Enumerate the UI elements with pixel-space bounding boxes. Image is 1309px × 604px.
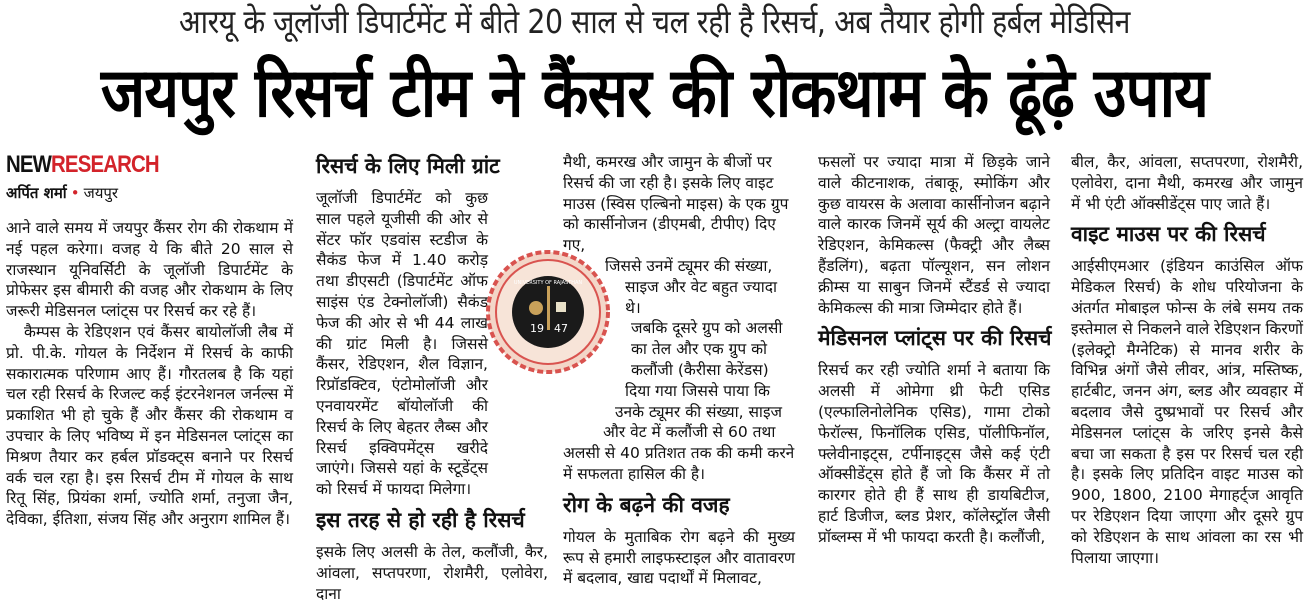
- body-paragraph: गोयल के मुताबिक रोग बढ़ने की मुख्य रूप से हमारी लाइफस्टाइल और वातावरण में बदलाव, खाद्य पदार्थों में मिलावट,: [563, 527, 795, 588]
- dateline-location: जयपुर: [83, 184, 119, 202]
- body-line: उनके ट्यूमर की संख्या, साइज: [615, 402, 783, 421]
- body-paragraph: रिसर्च कर रही ज्योति शर्मा ने बताया कि अलसी में ओमेगा थ्री फेटी एसिड (एल्फालिनोलेनिक एसिड), गामा टोको फेरॉल्स, फिनॉलिक एसिड, पॉलीफिनॉल, फ्लेवीनाइट्स, टर्पीनाइट्स जैसे कई एंटी ऑक्सीडेंट्स होते हैं जो कि कैंसर में तो कारगर होते ही हैं साथ ही डायबिटीज, हार्ट डिजीज, ब्लड प्रेशर, कॉलेस्ट्रॉल जैसी प्रॉब्लम्स में भी फायदा करती है। कलौंजी,: [818, 361, 1050, 546]
- body-line: माउस (स्विस एल्बिनो माइस) के एक ग्रुप: [563, 194, 789, 213]
- body-line: को कार्सीनोजन (डीएमबी, टीपीए) दिए गए,: [563, 215, 776, 255]
- body-paragraph: इसके लिए अलसी के तेल, कलौंजी, कैर, आंवला, सप्तपरणा, रोशमैरी, एलोवेरा, दाना: [316, 542, 548, 603]
- body-paragraph: जूलॉजी डिपार्टमेंट को कुछ साल पहले यूजीसी की ओर से सेंटर फॉर एडवांस स्टडीज के सैकंड फेज में 1.40 करोड़ तथा डीएसटी (डिपार्टमेंट ऑफ साइंस एंड टेक्नोलॉजी) सैकंड फेज की ओर से भी 44 लाख की ग्रांट मिली है। जिससे कैंसर, रेडिएशन, शैल विज्ञान, रिप्रॉडक्टिव, एंटोमोलॉजी और एनवायरमेंट बॉयोलॉजी की रिसर्च के लिए बेहतर लैब्स और रिसर्च इक्विपमेंट्स खरीदे जाएंगे। जिससे यहां के स्टूडेंट्स को रिसर्च में फायदा मिलेगा।: [316, 189, 488, 499]
- university-seal-icon: [478, 250, 618, 375]
- body-paragraph: आईसीएमआर (इंडियन काउंसिल ऑफ मेडिकल रिसर्च) के शोध परियोजना के अंतर्गत मोबाइल फोन्स के लंबे समय तक इस्तेमाल से निकलने वाले रेडिएशन किरणों (इलेक्ट्रो मैग्नेटिक) से मानव शरीर के विभिन्न अंगों जैसे लीवर, आंत्र, मस्तिष्क, हार्टबीट, जनन अंग, ब्लड और व्यवहार में बदलाव जैसे दुष्प्रभावों पर रिसर्च और मेडिसनल प्लांट्स के जरिए इनसे कैसे बचा जा सकता है इस पर रिसर्च चल रही है। इसके लिए प्रतिदिन वाइट माउस को 900, 1800, 2100 मेगाहर्ट्ज आवृति पर रेडिएशन दिया जाएगा और दूसरे ग्रुप को रेडिएशन के साथ आंवला का रस भी पिलाया जाएगा।: [1071, 257, 1303, 567]
- body-line: जिससे उनमें ट्यूमर की संख्या,: [605, 256, 773, 275]
- byline: [6, 182, 293, 204]
- body-line: अलसी से 40 प्रतिशत तक की कमी करने: [563, 444, 795, 463]
- svg-text:47: 47: [554, 322, 568, 335]
- section-tag-research: RESEARCH: [51, 151, 159, 178]
- body-line: में सफलता हासिल की है।: [563, 464, 706, 483]
- body-line: रिसर्च की जा रही है। इसके लिए वाइट: [563, 173, 774, 192]
- body-line: दिया गया जिससे पाया कि: [625, 381, 770, 400]
- body-line: मैथी, कमरख और जामुन के बीजों पर: [563, 153, 772, 171]
- subheading-disease-cause: रोग के बढ़ने की वजह: [563, 492, 730, 517]
- main-headline: जयपुर रिसर्च टीम ने कैंसर की रोकथाम के ढूंढ़े उपाय: [100, 54, 1209, 133]
- column-4: [818, 152, 1050, 548]
- kicker-headline: आरयू के जूलॉजी डिपार्टमेंट में बीते 20 साल से चल रही है रिसर्च, अब तैयार होगी हर्बल मेडिसिन: [179, 2, 1130, 41]
- body-paragraph: कैम्पस के रेडिएशन एवं कैंसर बायोलॉजी लैब में प्रो. पी.के. गोयल के निर्देशन में रिसर्च के काफी सकारात्मक परिणाम आए हैं। गौरतलब है कि यहां चल रही रिसर्च के रिजल्ट कई इंटरनेशनल जर्नल्स में प्रकाशित भी हो चुके हैं और कैंसर की रोकथाम व उपचार के लिए भविष्य में इन मेडिसनल प्लांट्स का मिश्रण तैयार कर हर्बल प्रॉडक्ट्स बनाने पर रिसर्च वर्क चल रहा है। इस रिसर्च टीम में गोयल के साथ रितू सिंह, प्रियंका शर्मा, ज्योति शर्मा, तनुजा जैन, देविका, ईतिशा, संजय सिंह और अनुराग शामिल हैं।: [6, 322, 293, 529]
- svg-text:19: 19: [530, 322, 544, 335]
- section-tag-new: NEW: [6, 151, 52, 178]
- subheading-grant: रिसर्च के लिए मिली ग्रांट: [316, 154, 500, 178]
- bullet-separator: •: [70, 184, 80, 202]
- body-paragraph: फसलों पर ज्यादा मात्रा में छिड़के जाने वाले कीटनाशक, तंबाकू, स्मोकिंग और कुछ वायरस के अलावा कार्सीनोजन बढ़ाने वाले कारक जिनमें सूर्य की अल्ट्रा वायलेट रेडिएशन, केमिकल्स (फैक्ट्री और लैब्स हैंडलिंग), बढ़ता पॉल्यूशन, सन लोशन क्रीम्स या साबुन जिनमें स्टैंडर्ड से ज्यादा केमिकल्स की मात्रा जिम्मेदार होते हैं।: [818, 153, 1050, 317]
- subheading-white-mouse: वाइट माउस पर की रिसर्च: [1071, 222, 1266, 247]
- section-tag: [6, 152, 250, 178]
- body-line: कलौंजी (कैरीसा केरेंडस): [631, 360, 769, 379]
- body-line: का तेल और एक ग्रुप को: [631, 340, 768, 359]
- author-name: अर्पित शर्मा: [6, 184, 67, 202]
- svg-text:UNIVERSITY OF RAJASTHAN: UNIVERSITY OF RAJASTHAN: [513, 280, 583, 286]
- subheading-medicinal-plants: मेडिसनल प्लांट्स पर की रिसर्च: [818, 326, 1052, 351]
- body-line: और वेट में कलौंजी से 60 तथा: [603, 423, 776, 442]
- body-paragraph: आने वाले समय में जयपुर कैंसर रोग की रोकथाम में नई पहल करेगा। वजह ये कि बीते 20 साल से राजस्थान यूनिवर्सिटी के जूलॉजी डिपार्टमेंट के प्रोफेसर इस बीमारी की वजह और रोकथाम के लिए जरूरी मेडिसनल प्लांट्स पर रिसर्च कर रहे हैं।: [6, 219, 293, 321]
- body-line: जबकि दूसरे ग्रुप को अलसी: [631, 319, 783, 338]
- body-line: साइज और वेट बहुत ज्यादा थे।: [625, 277, 777, 317]
- subheading-research-method: इस तरह से हो रही है रिसर्च: [316, 507, 525, 532]
- column-5: [1071, 152, 1303, 568]
- column-1: [6, 152, 293, 530]
- body-paragraph: बील, कैर, आंवला, सप्तपरणा, रोशमैरी, एलोवेरा, दाना मैथी, कमरख और जामुन में भी एंटी ऑक्सीडेंट्स पाए जाते हैं।: [1071, 153, 1303, 213]
- column-2: [316, 152, 548, 604]
